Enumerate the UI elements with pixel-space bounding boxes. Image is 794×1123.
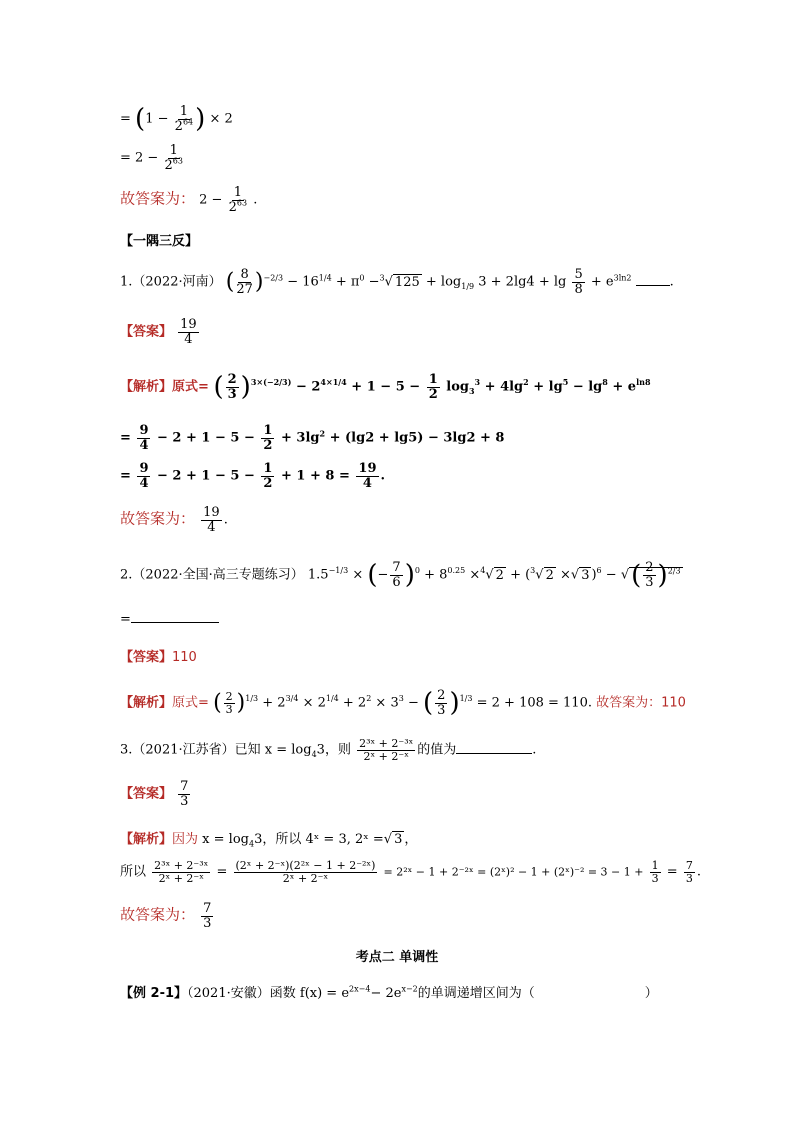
analysis-2: 【解析】原式= ( $\frac{2}{3}$ )$^{1/3} + 2^{3/4} \times 2^{1/4} + 2^2 \times 3^3$ − ( $\frac{2}{3}$ )$^{1/3}$ = 2 + 108 = 110. 故答案为：110 [120,687,686,718]
question-2: 2.（2022·全国·高三专题练习） $1.5^{-1/3}$ × (− $\frac{7}{6}$ )$^0 + 8^{0.25} \times^4√$ 2 + ($^3$√ 2 ×√ 3 )$^6$ − √( $\frac{2}{3}$ )$^{2/3}$ [120,559,681,590]
analysis-1-line-3: = $\frac{9}{4}$ − 2 + 1 − 5 − $\frac{1}{2}$ + 1 + 8 = $\frac{19}{4}$ . [120,461,386,491]
example-2-1: 【例 2-1】（2021·安徽）函数 $f(x) = e^{2x-4}- 2e^{x-2}$的单调递增区间为（ ） [120,984,658,1001]
answer-2: 【答案】110 [120,650,197,665]
analysis-3-line-1: 【解析】因为 $x = \log_43$，所以 4ˣ = 3, 2ˣ =√ 3 ， [120,832,418,849]
answer-blank [636,285,670,286]
answer-blank [131,622,219,623]
top-answer: 故答案为： 2 − $\frac{1}{2^{63}}$ . [120,185,258,215]
section-heading: 【一隅三反】 [120,234,199,249]
answer-1: 【答案】 $\frac{19}{4}$ [120,317,197,347]
analysis-1-line-2: = $\frac{9}{4}$ − 2 + 1 − 5 − $\frac{1}{2}$ + $3\lg^2 + (\lg 2 + \lg 5) - 3\lg 2 + 8$ [120,423,505,453]
answer-3: 【答案】 $\frac{7}{3}$ [120,779,189,809]
question-1: 1.（2022·河南） ( $\frac{8}{27}$ )$^{-2/3} - 16^{1/4} + \pi^0 -^3√$ $125 + \log_{1/9} 3 + 2\lg 4 + \lg$ $\frac{5}{8}$ + $e^{3ln2}$ . [120,267,674,297]
answer-3-final: 故答案为： $\frac{7}{3}$ [120,901,212,931]
analysis-1-line-1: 【解析】原式= ( $\frac{2}{3}$ )$^{3\times(-2/3)} - 2^{4\times 1/4} + 1 - 5$ − $\frac{1}{2}$ $\log_3^3 + 4\lg^2 + \lg^5 - \lg^8 + e^{ln8}$ [120,371,651,402]
question-3: 3.（2021·江苏省）已知 $x = \log_43$，则 $\frac{\text{2³ˣ + 2⁻³ˣ}}{\text{2ˣ + 2⁻ˣ}}$ 的值为 . [120,737,537,763]
top-line-1: = (1 − $\frac{1}{2^{64}}$ ) × 2 [120,103,233,134]
top-line-2: = 2 − $\frac{1}{2^{63}}$ [120,143,183,173]
question-2-eq: = [120,612,219,627]
answer-1-final: 故答案为： $\frac{19}{4}$ . [120,505,228,535]
section-title: 考点二 单调性 [355,950,439,965]
analysis-3-line-2: 所以 $\frac{\text{2³ˣ + 2⁻³ˣ}}{\text{2ˣ + 2⁻ˣ}}$ = $\frac{\text{(2ˣ + 2⁻ˣ)(2²ˣ − 1 + 2⁻²ˣ)}}{\text{2ˣ + 2⁻ˣ}}$ = 2²ˣ − 1 + 2⁻²ˣ = (2ˣ)² − 1 + (2ˣ)⁻² = 3 − 1 + $\frac{1}{3}$ = $\frac{7}{3}$ . [120,859,701,885]
answer-blank [456,753,532,754]
